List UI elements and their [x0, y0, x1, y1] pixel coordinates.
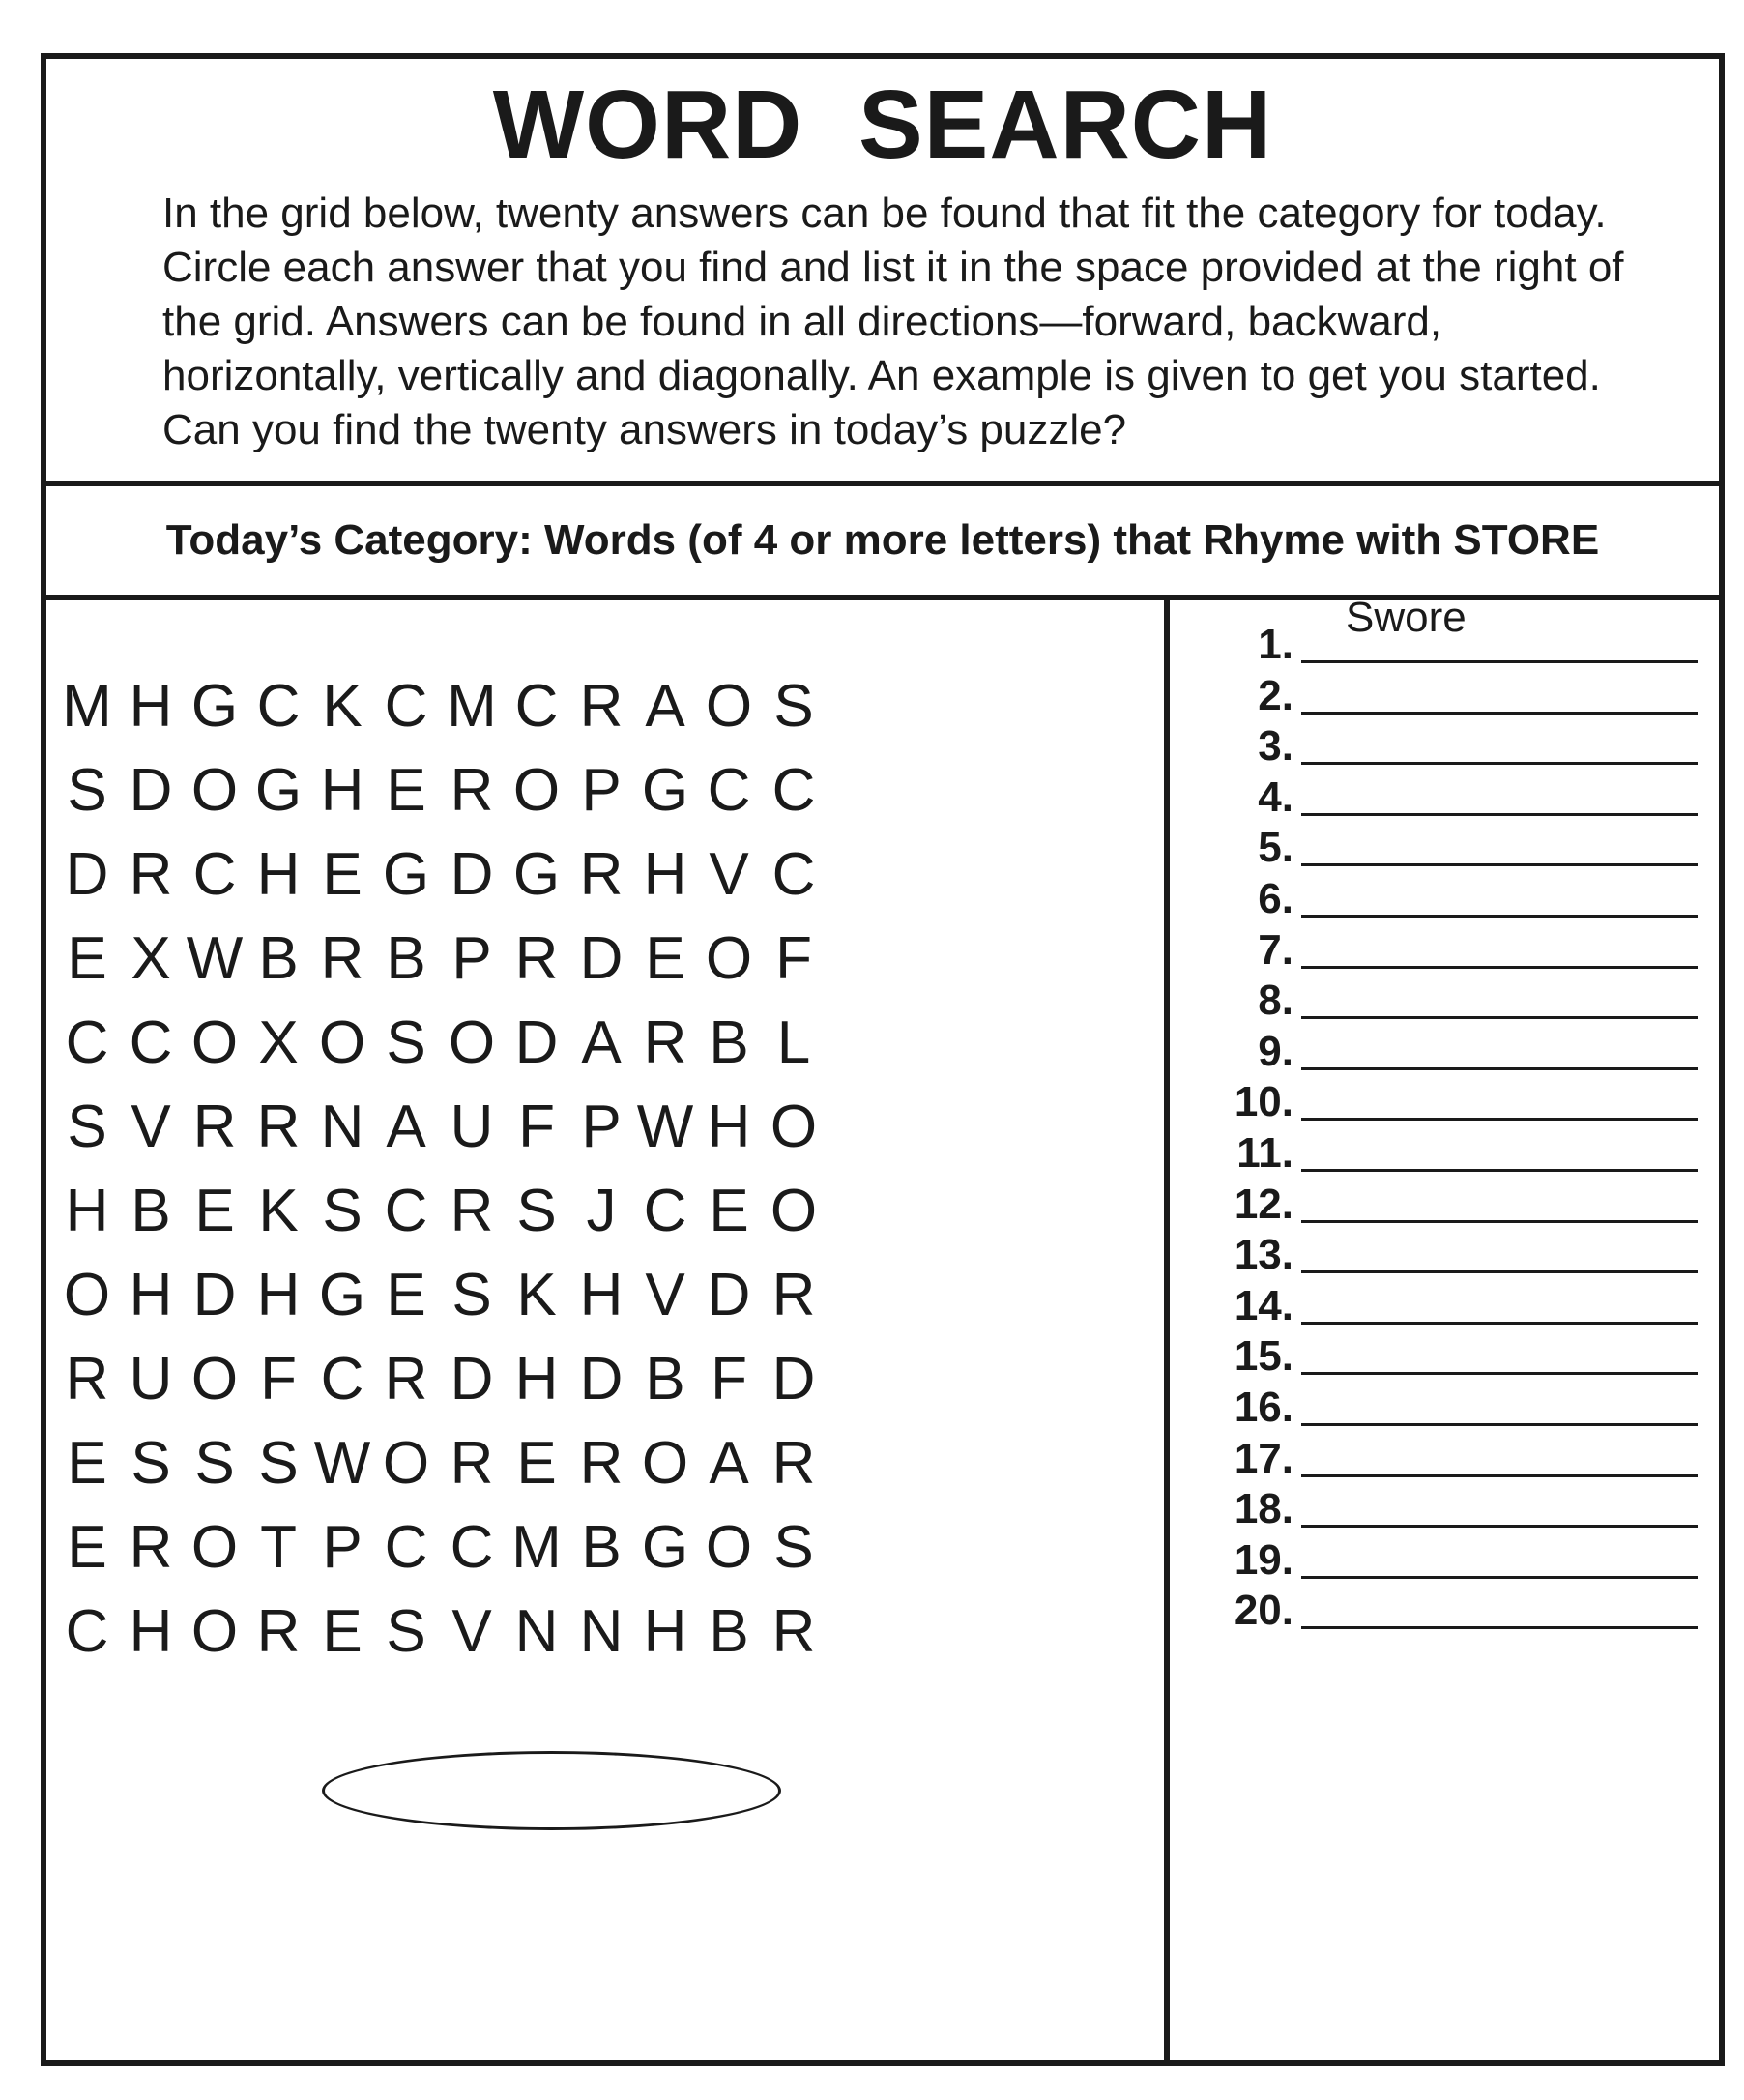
answer-row [1170, 1332, 1719, 1381]
answer-number: 12. [1234, 1180, 1293, 1228]
grid-letter[interactable]: O [63, 1262, 111, 1328]
page-title: WORD SEARCH [492, 71, 1273, 179]
grid-letter[interactable]: G [190, 673, 239, 740]
answer-blank[interactable] [1301, 1626, 1698, 1629]
grid-letter[interactable]: V [131, 1094, 171, 1160]
grid-letter[interactable]: V [709, 841, 749, 908]
answer-row [1170, 1027, 1719, 1075]
answer-blank[interactable] [1301, 1474, 1698, 1477]
instructions-text: In the grid below, twenty answers can be found that fit the category for today. Circle each answer that you find and list it in the space provided at the right of the grid. Answers can be found in all directions—forward, backward, horizontally, vertically and diagonally. An example is given to get you started. Can you find the twenty answers in today’s puzzle? [162, 190, 1624, 453]
answer-blank[interactable] [1301, 1576, 1698, 1579]
grid-letter[interactable]: G [254, 757, 303, 824]
answer-number: 4. [1258, 773, 1293, 821]
grid-letter[interactable]: C [192, 841, 237, 908]
grid-letter[interactable]: H [256, 1262, 301, 1328]
grid-letter[interactable]: D [65, 841, 109, 908]
answer-number: 19. [1234, 1535, 1293, 1584]
grid-letter[interactable]: H [579, 1262, 624, 1328]
grid-letter[interactable]: O [382, 1430, 430, 1497]
answer-blank[interactable] [1301, 1525, 1698, 1528]
grid-letter[interactable]: T [260, 1514, 297, 1581]
answer-blank[interactable] [1301, 966, 1698, 969]
grid-letter[interactable]: J [586, 1178, 617, 1244]
answer-number: 11. [1236, 1129, 1293, 1177]
grid-letter[interactable]: C [771, 757, 816, 824]
grid-letter[interactable]: H [707, 1094, 751, 1160]
grid-letter[interactable]: E [645, 925, 685, 992]
grid-letter[interactable]: C [129, 1009, 173, 1076]
grid-letter[interactable]: H [65, 1178, 109, 1244]
answer-number: 10. [1234, 1078, 1293, 1126]
grid-letter[interactable]: G [318, 1262, 366, 1328]
grid-letter[interactable]: E [322, 1598, 363, 1665]
grid-letter[interactable]: A [581, 1009, 622, 1076]
grid-letter[interactable]: B [645, 1346, 685, 1413]
grid-letter[interactable]: R [65, 1346, 109, 1413]
answer-row [1170, 671, 1719, 719]
answer-row [1170, 925, 1719, 974]
answer-number: 7. [1258, 925, 1293, 974]
grid-letter[interactable]: C [450, 1514, 494, 1581]
grid-letter[interactable]: O [705, 925, 753, 992]
grid-letter[interactable]: B [258, 925, 299, 992]
answer-row [1170, 773, 1719, 821]
answer-blank[interactable] [1301, 660, 1698, 663]
answer-blank[interactable] [1301, 813, 1698, 816]
answer-blank[interactable] [1301, 1169, 1698, 1172]
grid-letter[interactable]: O [770, 1094, 818, 1160]
grid-letter[interactable]: V [451, 1598, 492, 1665]
grid-letter[interactable]: H [514, 1346, 559, 1413]
grid-letter[interactable]: D [579, 1346, 624, 1413]
answer-number: 16. [1234, 1384, 1293, 1431]
grid-letter[interactable]: W [636, 1094, 694, 1160]
grid-letter[interactable]: D [514, 1009, 559, 1076]
answer-row [1170, 977, 1719, 1025]
grid-letter[interactable]: B [581, 1514, 622, 1581]
grid-letter[interactable]: C [771, 841, 816, 908]
answer-list [1170, 594, 1719, 2060]
grid-letter[interactable]: R [579, 673, 624, 740]
grid-letter[interactable]: K [322, 673, 363, 740]
grid-letter[interactable]: L [776, 1009, 811, 1076]
answer-number: 2. [1258, 671, 1293, 719]
grid-letter[interactable]: S [131, 1430, 171, 1497]
grid-letter[interactable]: S [67, 1094, 107, 1160]
grid-letter[interactable]: H [256, 841, 301, 908]
grid-letter[interactable]: S [258, 1430, 299, 1497]
grid-letter[interactable]: S [194, 1430, 235, 1497]
grid-letter[interactable]: P [581, 757, 622, 824]
grid-letter[interactable]: F [711, 1346, 747, 1413]
grid-letter[interactable]: C [514, 673, 559, 740]
grid-letter[interactable]: O [705, 673, 753, 740]
category-text: Today’s Category: Words (of 4 or more letters) that Rhyme with STORE [165, 516, 1600, 564]
puzzle-frame [41, 53, 1725, 2066]
grid-letter[interactable]: R [643, 1009, 687, 1076]
letter-grid [46, 600, 1170, 2060]
grid-letter[interactable]: C [384, 1514, 428, 1581]
grid-letter[interactable]: R [256, 1094, 301, 1160]
grid-letter[interactable]: O [190, 757, 239, 824]
grid-letter[interactable]: P [581, 1094, 622, 1160]
answer-number: 17. [1234, 1434, 1293, 1482]
grid-letter[interactable]: E [194, 1178, 235, 1244]
grid-letter[interactable]: R [192, 1094, 237, 1160]
grid-letter[interactable]: S [773, 1514, 814, 1581]
grid-letter[interactable]: D [192, 1262, 237, 1328]
answer-blank[interactable] [1301, 1067, 1698, 1070]
grid-letter[interactable]: R [384, 1346, 428, 1413]
grid-letter[interactable]: O [190, 1598, 239, 1665]
answer-blank[interactable] [1301, 762, 1698, 765]
grid-letter[interactable]: R [579, 841, 624, 908]
grid-letter[interactable]: H [129, 673, 173, 740]
grid-letter[interactable]: C [384, 673, 428, 740]
grid-letter[interactable]: D [450, 841, 494, 908]
answer-row [1170, 1384, 1719, 1431]
grid-letter[interactable]: W [313, 1430, 371, 1497]
grid-letter[interactable]: C [384, 1178, 428, 1244]
grid-letter[interactable]: S [386, 1598, 426, 1665]
answer-row [1170, 875, 1719, 922]
grid-letter[interactable]: R [256, 1598, 301, 1665]
example-answer-circle [322, 1751, 781, 1830]
answer-number: 5. [1258, 824, 1293, 872]
answer-blank[interactable] [1301, 1372, 1698, 1375]
grid-letter[interactable]: E [386, 757, 426, 824]
grid-letter[interactable]: U [450, 1094, 494, 1160]
answer-blank[interactable] [1301, 1118, 1698, 1121]
grid-letter[interactable]: R [771, 1262, 816, 1328]
answer-row [1170, 594, 1719, 668]
grid-letter[interactable]: N [320, 1094, 364, 1160]
grid-letter[interactable]: R [579, 1430, 624, 1497]
answer-row [1170, 1129, 1719, 1177]
grid-letter[interactable]: D [771, 1346, 816, 1413]
grid-letter[interactable]: R [771, 1598, 816, 1665]
grid-letter[interactable]: R [320, 925, 364, 992]
grid-letter[interactable]: S [386, 1009, 426, 1076]
grid-letter[interactable]: E [516, 1430, 557, 1497]
grid-letter[interactable]: G [641, 757, 689, 824]
grid-letter[interactable]: O [705, 1514, 753, 1581]
grid-letter[interactable]: X [258, 1009, 299, 1076]
grid-letter[interactable]: H [643, 841, 687, 908]
grid-letter[interactable]: G [512, 841, 561, 908]
answer-number: 6. [1258, 875, 1293, 922]
grid-letter[interactable]: G [641, 1514, 689, 1581]
grid-letter[interactable]: P [322, 1514, 363, 1581]
grid-letter[interactable]: E [322, 841, 363, 908]
answer-row [1170, 1535, 1719, 1584]
grid-letter[interactable]: C [320, 1346, 364, 1413]
grid-letter[interactable]: E [709, 1178, 749, 1244]
grid-letter[interactable]: S [322, 1178, 363, 1244]
grid-letter[interactable]: H [320, 757, 364, 824]
answer-blank[interactable] [1301, 1423, 1698, 1426]
grid-letter[interactable]: N [579, 1598, 624, 1665]
answer-blank[interactable] [1301, 915, 1698, 918]
grid-letter[interactable]: C [256, 673, 301, 740]
answer-blank[interactable] [1301, 712, 1698, 715]
grid-letter[interactable]: B [709, 1009, 749, 1076]
grid-letter[interactable]: S [67, 757, 107, 824]
answer-number: 18. [1234, 1485, 1293, 1533]
answer-row [1170, 1078, 1719, 1126]
grid-letter[interactable]: F [260, 1346, 297, 1413]
answer-number: 9. [1258, 1027, 1293, 1075]
answer-row [1170, 1281, 1719, 1329]
answer-number: 20. [1234, 1587, 1293, 1635]
grid-letter[interactable]: F [775, 925, 812, 992]
grid-letter[interactable]: O [448, 1009, 496, 1076]
grid-letter[interactable]: M [62, 673, 112, 740]
grid-letter[interactable]: B [709, 1598, 749, 1665]
grid-letter[interactable]: B [131, 1178, 171, 1244]
grid-letter[interactable]: D [450, 1346, 494, 1413]
grid-letter[interactable]: O [512, 757, 561, 824]
answer-number: 14. [1234, 1281, 1293, 1329]
grid-letter[interactable]: R [450, 1178, 494, 1244]
answer-number: 3. [1258, 722, 1293, 771]
grid-letter[interactable]: U [129, 1346, 173, 1413]
grid-letter[interactable]: A [645, 673, 685, 740]
answer-number: 1. [1258, 621, 1293, 668]
answer-row [1170, 1180, 1719, 1228]
grid-letter[interactable]: H [643, 1598, 687, 1665]
grid-letter[interactable]: M [511, 1514, 562, 1581]
grid-letter[interactable]: R [771, 1430, 816, 1497]
grid-letter[interactable]: D [579, 925, 624, 992]
answer-blank[interactable] [1301, 1270, 1698, 1273]
grid-letter[interactable]: D [707, 1262, 751, 1328]
grid-letter[interactable]: O [190, 1514, 239, 1581]
grid-letter[interactable]: H [129, 1262, 173, 1328]
grid-letter[interactable]: E [67, 925, 107, 992]
grid-letter[interactable]: K [258, 1178, 299, 1244]
grid-letter[interactable]: O [190, 1009, 239, 1076]
answer-row [1170, 1587, 1719, 1635]
grid-letter[interactable]: X [131, 925, 171, 992]
grid-letter[interactable]: R [129, 841, 173, 908]
grid-letter[interactable]: H [129, 1598, 173, 1665]
grid-letter[interactable]: R [450, 757, 494, 824]
grid-letter[interactable]: G [382, 841, 430, 908]
grid-letter[interactable]: V [645, 1262, 685, 1328]
grid-letter[interactable]: P [451, 925, 492, 992]
grid-letter[interactable]: O [770, 1178, 818, 1244]
answer-blank[interactable] [1301, 863, 1698, 866]
grid-letter[interactable]: M [447, 673, 497, 740]
grid-letter[interactable]: F [518, 1094, 555, 1160]
grid-letter[interactable]: A [386, 1094, 426, 1160]
grid-letter[interactable]: W [186, 925, 244, 992]
answer-row [1170, 1231, 1719, 1279]
category-bar [46, 486, 1719, 600]
answer-text: Swore [1346, 594, 1467, 641]
answer-number: 13. [1234, 1231, 1293, 1279]
answer-number: 8. [1258, 977, 1293, 1025]
grid-letter[interactable]: C [65, 1598, 109, 1665]
grid-letter[interactable]: R [514, 925, 559, 992]
grid-letter[interactable]: E [386, 1262, 426, 1328]
answer-blank[interactable] [1301, 1016, 1698, 1019]
grid-letter[interactable]: C [65, 1009, 109, 1076]
answer-row [1170, 1434, 1719, 1482]
grid-letter[interactable]: O [318, 1009, 366, 1076]
grid-letter[interactable]: C [707, 757, 751, 824]
grid-letter[interactable]: S [451, 1262, 492, 1328]
answer-row [1170, 824, 1719, 872]
answer-blank[interactable] [1301, 1220, 1698, 1223]
grid-letter[interactable]: D [129, 757, 173, 824]
grid-letter[interactable]: R [450, 1430, 494, 1497]
grid-letter[interactable]: S [516, 1178, 557, 1244]
answer-row [1170, 1485, 1719, 1533]
grid-letter[interactable]: C [643, 1178, 687, 1244]
grid-letter[interactable]: R [129, 1514, 173, 1581]
grid-letter[interactable]: E [67, 1430, 107, 1497]
grid-letter[interactable]: O [190, 1346, 239, 1413]
answer-blank[interactable] [1301, 1322, 1698, 1325]
grid-letter[interactable]: B [386, 925, 426, 992]
grid-letter[interactable]: O [641, 1430, 689, 1497]
grid-letter[interactable]: N [514, 1598, 559, 1665]
grid-letter[interactable]: K [516, 1262, 557, 1328]
puzzle-header [46, 59, 1719, 486]
answer-row [1170, 722, 1719, 771]
grid-letter[interactable]: A [709, 1430, 749, 1497]
grid-letter[interactable]: E [67, 1514, 107, 1581]
answer-number: 15. [1234, 1332, 1293, 1381]
grid-letter[interactable]: S [773, 673, 814, 740]
